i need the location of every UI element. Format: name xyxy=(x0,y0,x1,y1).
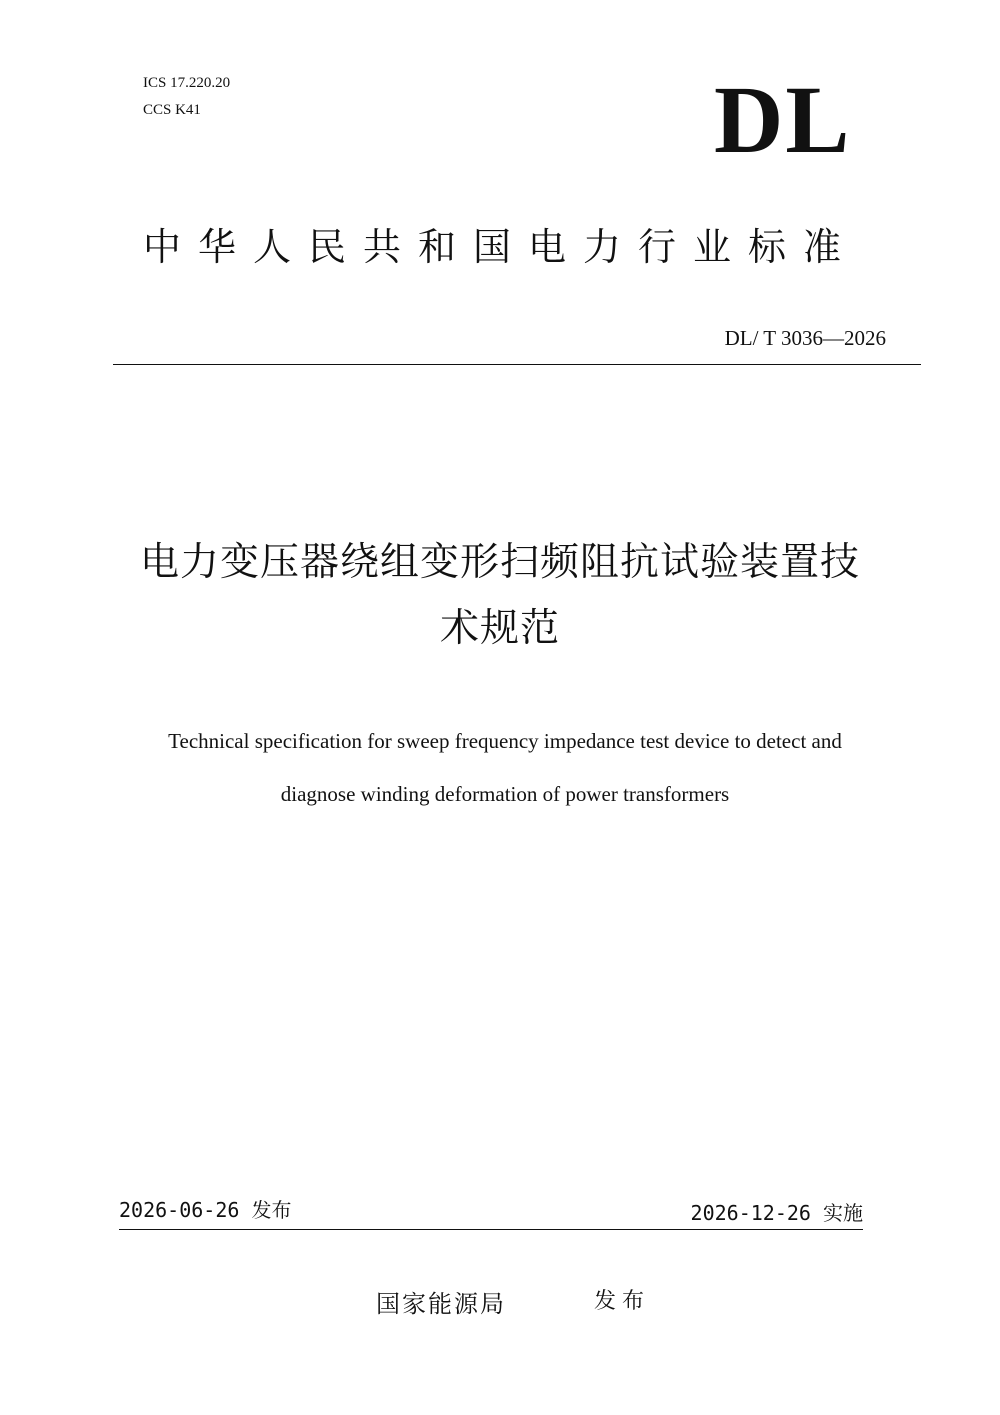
ccs-code: CCS K41 xyxy=(143,102,201,118)
title-en-line-1: Technical specification for sweep frequency impedance test device to detect and xyxy=(168,729,842,753)
industry-standard-heading: 中华人民共和国电力行业标准 xyxy=(143,225,859,269)
issuing-authority: 国家能源局 xyxy=(376,1290,506,1318)
issue-label: 发布 xyxy=(594,1289,651,1314)
implementation-date: 2026-12-26 实施 xyxy=(690,1201,863,1225)
title-cn-line-1: 电力变压器绕组变形扫频阻抗试验装置技 xyxy=(139,540,860,585)
header-divider xyxy=(113,364,921,365)
document-title-chinese xyxy=(80,530,920,662)
standard-number: DL/ T 3036—2026 xyxy=(724,326,886,350)
title-en-line-2: diagnose winding deformation of power transformers xyxy=(280,782,730,806)
publish-date: 2026-06-26 发布 xyxy=(119,1198,292,1222)
footer-divider xyxy=(119,1229,863,1230)
dl-logo: DL xyxy=(714,66,852,173)
title-cn-line-2: 术规范 xyxy=(439,606,560,651)
ics-code: ICS 17.220.20 xyxy=(143,75,231,91)
document-title-english xyxy=(80,715,930,821)
